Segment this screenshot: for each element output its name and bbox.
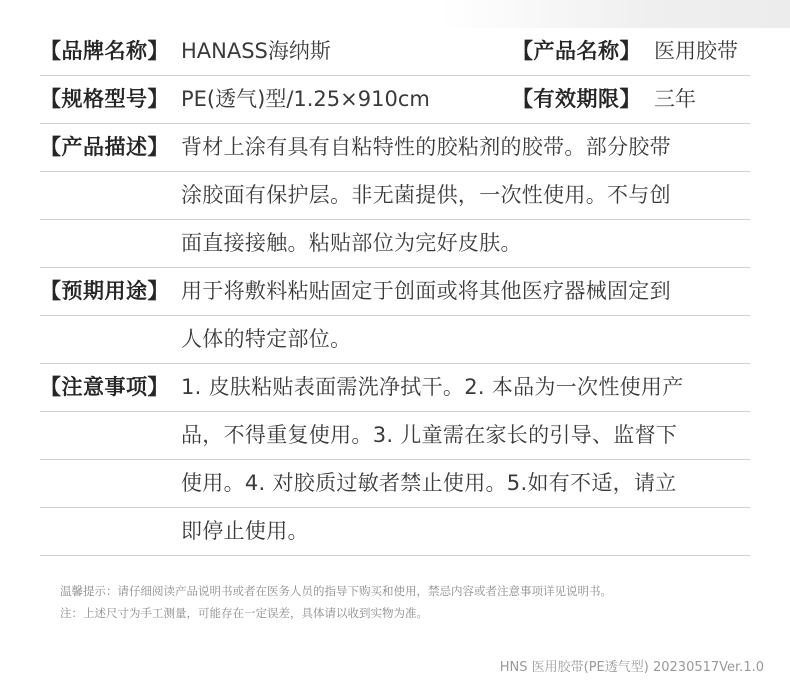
version-footer: HNS 医用胶带(PE透气型) 20230517Ver.1.0 <box>499 660 764 675</box>
intended-use-row <box>40 316 750 364</box>
description-row <box>40 124 750 172</box>
intended-use-line: 人体的特定部位。 <box>181 327 352 351</box>
brand-row <box>40 28 750 76</box>
intended-use-label: 【预期用途】 <box>40 279 169 303</box>
caution-line: 即停止使用。 <box>181 519 309 543</box>
caution-row <box>40 460 750 508</box>
description-line: 面直接接触。粘贴部位为完好皮肤。 <box>181 231 522 255</box>
measurement-note: 注：上述尺寸为手工测量，可能存在一定误差，具体请以收到实物为准。 <box>60 606 428 620</box>
validity-label: 【有效期限】 <box>512 87 641 111</box>
model-row <box>40 76 750 124</box>
description-line: 涂胶面有保护层。非无菌提供，一次性使用。不与创 <box>181 183 671 207</box>
caution-row <box>40 508 750 556</box>
model-value: PE(透气)型/1.25×910cm <box>181 87 430 111</box>
notes-block <box>60 580 612 624</box>
caution-label: 【注意事项】 <box>40 375 169 399</box>
validity-value: 三年 <box>654 87 696 111</box>
brand-value: HANASS海纳斯 <box>181 39 331 63</box>
description-row <box>40 172 750 220</box>
intended-use-row <box>40 268 750 316</box>
product-name-label: 【产品名称】 <box>512 39 641 63</box>
product-name-value: 医用胶带 <box>654 39 738 63</box>
caution-row <box>40 412 750 460</box>
model-label: 【规格型号】 <box>40 87 169 111</box>
caution-line: 1. 皮肤粘贴表面需洗净拭干。2. 本品为一次性使用产 <box>181 375 684 399</box>
spec-sheet <box>40 28 750 556</box>
intended-use-line: 用于将敷料粘贴固定于创面或将其他医疗器械固定到 <box>181 279 671 303</box>
top-shadow-decoration <box>440 0 790 28</box>
description-line: 背材上涂有具有自粘特性的胶粘剂的胶带。部分胶带 <box>181 135 671 159</box>
description-label: 【产品描述】 <box>40 135 169 159</box>
description-row <box>40 220 750 268</box>
brand-label: 【品牌名称】 <box>40 39 169 63</box>
caution-line: 使用。4. 对胶质过敏者禁止使用。5.如有不适，请立 <box>181 471 677 495</box>
reminder-note: 温馨提示：请仔细阅读产品说明书或者在医务人员的指导下购买和使用，禁忌内容或者注意事项详见说明书。 <box>60 584 612 598</box>
caution-line: 品，不得重复使用。3. 儿童需在家长的引导、监督下 <box>181 423 678 447</box>
caution-row <box>40 364 750 412</box>
